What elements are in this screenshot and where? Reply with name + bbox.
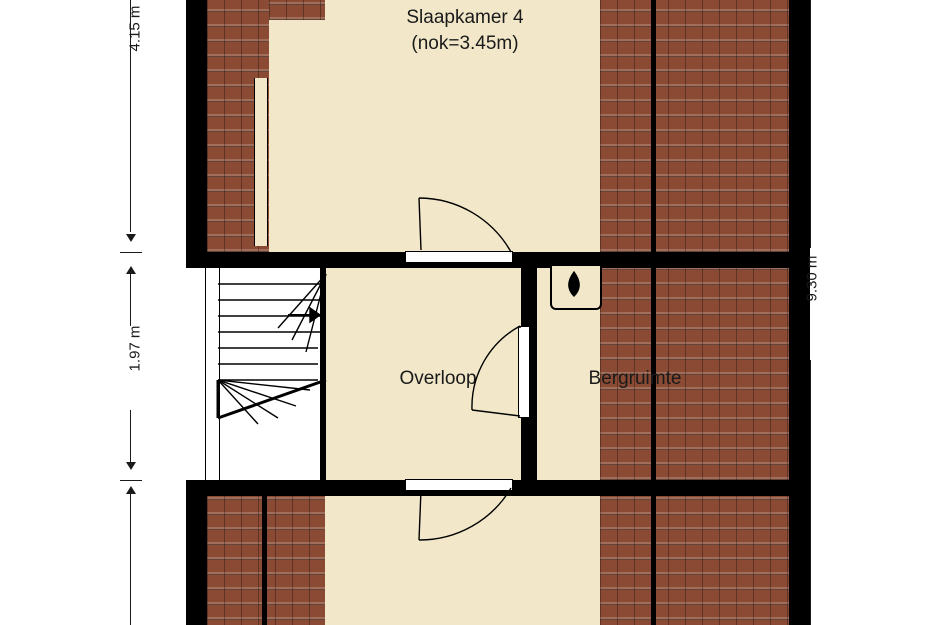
dim-label-left-middle: 1.97 m — [126, 325, 144, 372]
dim-arrow-left-upper-bottom — [126, 234, 136, 242]
dim-label-right-total: 9.30 m — [803, 255, 821, 302]
room-label-slaapkamer4: Slaapkamer 4 — [406, 7, 524, 28]
roof-tiles-top-left-outer — [269, 0, 325, 20]
dim-label-left-upper: 4.15 m — [126, 5, 144, 52]
roof-tiles-top-right — [600, 0, 789, 252]
staircase-treads — [218, 268, 326, 480]
door-lower-room-swing — [405, 488, 515, 544]
dim-arrow-left-middle-bottom — [126, 462, 136, 470]
dim-line-right-total-lower — [810, 360, 811, 625]
roof-ridge-line-bottom-left — [262, 496, 267, 625]
stair-arrow-icon — [288, 306, 320, 326]
room-label-overloop: Overloop — [399, 368, 477, 389]
roof-ridge-line-top-right — [651, 0, 656, 252]
dim-line-left-lower — [130, 494, 131, 625]
skylight-glyph-icon — [562, 270, 586, 298]
dormer-opening-left — [254, 78, 268, 246]
roof-ridge-line-bottom-right — [651, 496, 656, 625]
roof-tiles-bottom-right — [600, 496, 789, 625]
room-sublabel-slaapkamer4: (nok=3.45m) — [411, 33, 519, 54]
door-slaapkamer4-swing — [405, 198, 515, 254]
dim-tick-left-middle-end — [120, 480, 142, 481]
dim-tick-left-upper-end — [120, 252, 142, 253]
dim-line-left-middle-lower — [130, 410, 131, 462]
dim-line-right-total — [810, 0, 811, 248]
room-label-bergruimte: Bergruimte — [588, 368, 682, 389]
dim-arrow-left-middle-top — [126, 266, 136, 274]
dim-arrow-left-lower-top — [126, 486, 136, 494]
door-bergruimte-swing — [468, 326, 524, 418]
